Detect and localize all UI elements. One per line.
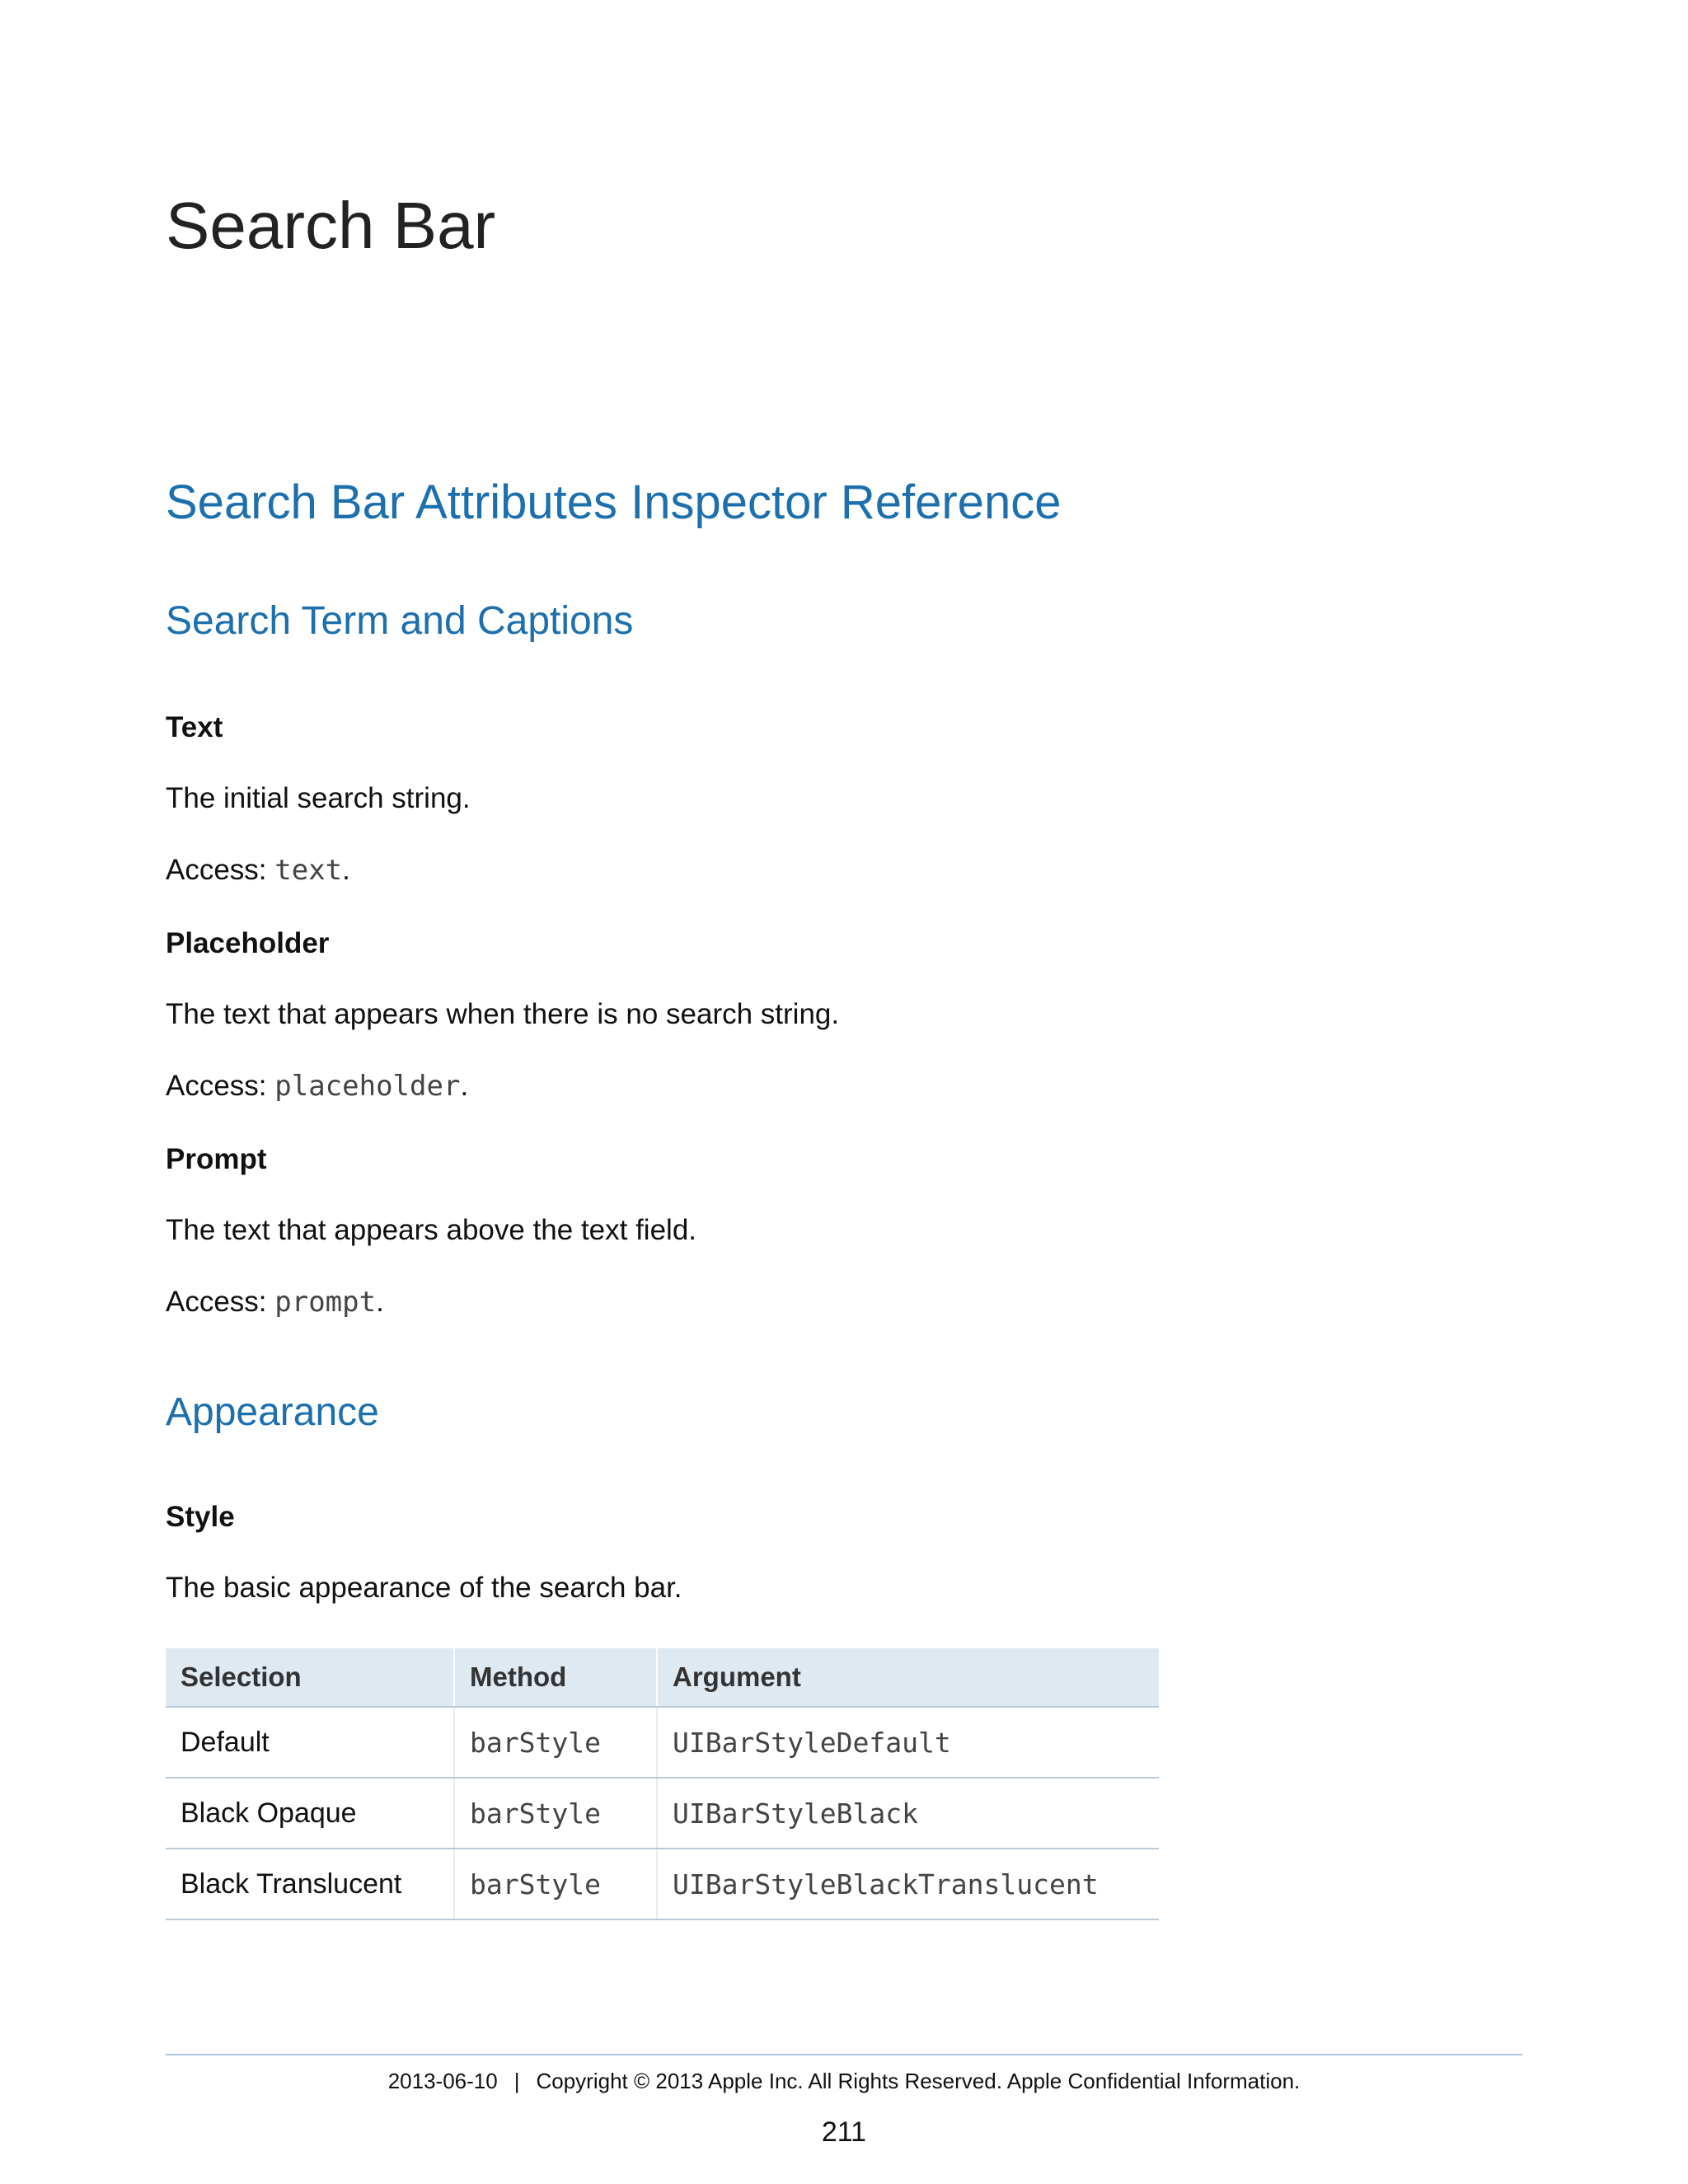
footer-copyright: Copyright © 2013 Apple Inc. All Rights Reserved. Apple Confidential Information.: [536, 2069, 1301, 2093]
attribute-description-placeholder: The text that appears when there is no search string.: [166, 998, 840, 1030]
footer: [0, 2069, 1688, 2094]
column-header-argument: Argument: [657, 1648, 1159, 1707]
attribute-description-prompt: The text that appears above the text field.: [166, 1214, 697, 1246]
subsection-heading-appearance: Appearance: [166, 1390, 379, 1434]
cell-selection: Black Translucent: [166, 1849, 454, 1919]
cell-selection: Default: [166, 1707, 454, 1778]
subsection-heading-search-term: Search Term and Captions: [166, 599, 634, 643]
access-suffix: .: [460, 1070, 469, 1102]
footer-divider: [166, 2054, 1522, 2055]
access-suffix: .: [376, 1286, 384, 1318]
table-row: [166, 1849, 1159, 1919]
attribute-description-style: The basic appearance of the search bar.: [166, 1572, 682, 1604]
table-row: [166, 1707, 1159, 1778]
column-header-selection: Selection: [166, 1648, 454, 1707]
cell-argument: UIBarStyleBlack: [657, 1778, 1159, 1849]
access-label: Access:: [166, 1286, 275, 1318]
attribute-name-prompt: Prompt: [166, 1143, 267, 1175]
page-number: 211: [821, 2116, 867, 2148]
access-code: prompt: [274, 1286, 377, 1319]
footer-separator: |: [513, 2069, 520, 2093]
style-table: [166, 1648, 1159, 1920]
cell-argument: UIBarStyleBlackTranslucent: [657, 1849, 1159, 1919]
column-header-method: Method: [454, 1648, 657, 1707]
cell-argument: UIBarStyleDefault: [657, 1707, 1159, 1778]
cell-method: barStyle: [454, 1707, 657, 1778]
attribute-name-text: Text: [166, 711, 223, 743]
attribute-description-text: The initial search string.: [166, 782, 471, 814]
attribute-name-placeholder: Placeholder: [166, 927, 330, 959]
page-title: Search Bar: [166, 189, 496, 262]
access-label: Access:: [166, 854, 275, 886]
cell-selection: Black Opaque: [166, 1778, 454, 1849]
attribute-access-prompt: [166, 1286, 384, 1319]
table-header-row: [166, 1648, 1159, 1707]
cell-method: barStyle: [454, 1778, 657, 1849]
access-label: Access:: [166, 1070, 275, 1102]
access-suffix: .: [342, 854, 350, 886]
table-row: [166, 1778, 1159, 1849]
footer-date: 2013-06-10: [387, 2069, 498, 2093]
cell-method: barStyle: [454, 1849, 657, 1919]
section-heading: Search Bar Attributes Inspector Reference: [166, 476, 1062, 529]
attribute-access-text: [166, 855, 350, 887]
access-code: placeholder: [274, 1070, 461, 1103]
access-code: text: [274, 854, 343, 887]
attribute-name-style: Style: [166, 1501, 235, 1533]
attribute-access-placeholder: [166, 1071, 468, 1103]
